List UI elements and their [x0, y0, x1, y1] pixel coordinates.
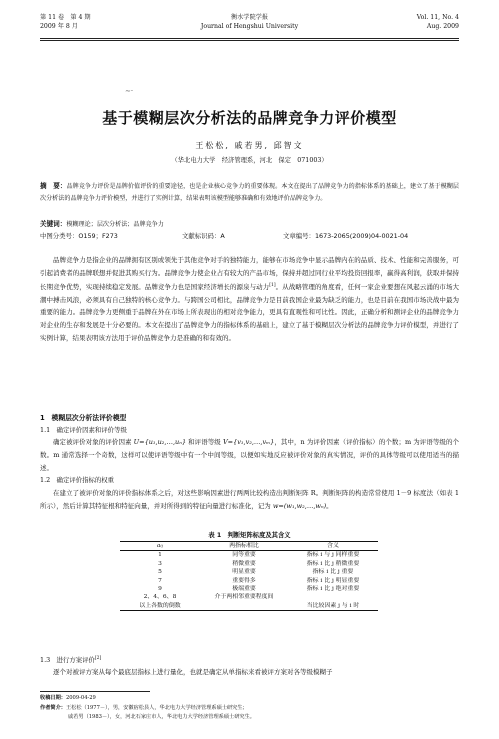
keywords-label: 关键词： — [40, 220, 67, 228]
table-header-row — [120, 542, 378, 551]
subsection-1-3-text: 逐个对被评方案从每个最底层指标上进行量化，也就是确定从单指标来看被评方案对各等级模糊子 — [53, 668, 333, 676]
author-affiliation: （华北电力大学 经济管理系，河北 保定 071003） — [171, 157, 328, 164]
table-row — [120, 560, 378, 568]
header-journal: 衡水学院学报 Journal of Hengshui University — [200, 14, 299, 30]
received-label: 收稿日期： — [40, 695, 66, 701]
table-cell: 极端重要 — [232, 586, 256, 593]
table-1-caption: 表 1 判断矩阵标度及其含义 — [208, 532, 291, 539]
abstract-label: 摘 要： — [40, 182, 67, 190]
table-cell: 指标 i 比 j 绝对重要 — [306, 586, 360, 593]
table-cell: 指标 i 比 j 稍微重要 — [306, 560, 360, 567]
footnote — [40, 694, 459, 723]
header-rule-top — [40, 38, 459, 39]
table-cell: 2、4、6、8 — [143, 594, 177, 601]
subsection-heading-1-2: 1.2 确定评价指标的权重 — [40, 476, 115, 484]
table-header-cell: 两指标相比 — [200, 542, 288, 551]
table-cell: 以上各数的倒数 — [120, 602, 200, 611]
table-cell — [288, 593, 378, 601]
table-row — [120, 602, 378, 611]
running-header — [40, 13, 459, 37]
table-cell: 介于两相邻重要程度间 — [214, 594, 274, 601]
table-row — [120, 577, 378, 585]
introduction: 品牌竞争力是指企业的品牌拥有区别或领先于其他竞争对手的独特能力，能够在市场竞争中显示品牌内在的品质、技术、性能和完善服务，可引起消费者的品牌联想并促进其购买行为。品牌竞争力使企业占有较大的产品市场，保持并超过同行业平均投资回报率，赢得高利润，获取并保持长期竞争优势，实现持续稳定发展。品牌竞争力也是国家经济增长的源泉与动力[1]。从战略管理的角度看，任何一家企业要想在风起云涌的市场大潮中搏击风浪，必须具有自己独特的核心竞争力。与跨国公司相比，品牌竞争力是目前我国企业最为缺乏的能力，也是目前在我国市场决战中最为重要的能力。品牌竞争力更侧重于品牌在外在市场上所表现出的相对竞争能力，更具有直观性和可比性。因此，正确分析和测评企业的品牌竞争力对企业的生存和发展是十分必要的。本文在提出了品牌竞争力的指标体系的基础上，建立了基于模糊层次分析法的品牌竞争力评价模型，并进行了实例计算，结果表明该方法用于评价品牌竞争力是准确的和有效的。 — [40, 256, 460, 342]
scale-table — [120, 541, 378, 611]
table-cell: 指标 i 与 j 同样重要 — [306, 552, 360, 559]
author-info-1: 王松松（1977－），男，安徽宿松县人，华北电力大学经济管理系硕士研究生； — [65, 704, 248, 711]
paper-title: 基于模糊层次分析法的品牌竞争力评价模型 — [102, 109, 397, 127]
grade-set-formula: V={v₁,v₂,…,vₘ} — [222, 438, 275, 446]
author-info-2: 戚若男（1983－），女，河北石家庄市人，华北电力大学经济管理系硕士研究生。 — [68, 714, 255, 720]
subsection-heading-1-1: 1.1 确定评价因素和评价等级 — [40, 426, 127, 434]
abstract — [40, 181, 459, 204]
keywords — [40, 218, 459, 228]
document-code: 文献标识码：A — [182, 232, 225, 240]
table-cell: 同等重要 — [232, 552, 256, 559]
table-cell: 7 — [158, 577, 162, 584]
header-issue: Vol. 11, No. 4 Aug. 2009 — [416, 14, 459, 30]
table-cell: 稍微重要 — [232, 560, 256, 567]
footnote-rule — [40, 691, 150, 692]
citation-ref: [1] — [269, 282, 276, 288]
ornament-mark-icon: ∼· — [125, 87, 134, 95]
author-list: 王松松, 戚若男, 邱智文 — [195, 141, 304, 150]
table-header-cell: aᵢⱼ — [120, 542, 200, 551]
keywords-text: 模糊理论；层次分析法；品牌竞争力 — [66, 221, 164, 228]
subsection-1-1-text: 确定被评价对象的评价因素 U={u₁,u₂,…,uₙ} 和评语等级 V={v₁,v₂,…,vₘ}，其中，n 为评价因素（评价指标）的个数；m 为评语等级的个数。m 通常选择一个奇数，这样可以使评语等级中有一个中间等级，以便如实地反应被评价对象的真实情况，评价的具体等级可以使用适当的描述。 — [40, 438, 460, 472]
table-row — [120, 593, 378, 601]
article-number: 文章编号：1673-2065(2009)04-0021-04 — [283, 232, 409, 240]
abstract-text: 品牌竞争力评价是品牌价值评价的重要途径，也是企业核心竞争力的重要体现。本文在提出了品牌竞争力的指标体系的基础上，建立了基于模糊层次分析法的品牌竞争力评价模型，并进行了实例计算，结果表明该模型能够准确和有效地评价品牌竞争力。 — [40, 183, 460, 202]
table-cell — [200, 602, 288, 611]
received-date: 2009-04-29 — [65, 695, 96, 701]
citation-ref: [2] — [94, 655, 102, 661]
table-cell: 指标 i 比 j 重要 — [312, 569, 354, 576]
table-cell: 1 — [158, 552, 162, 559]
table-row — [120, 585, 378, 593]
weight-vector-formula: w=(w₁,w₂,…,wₙ) — [272, 501, 327, 510]
table-cell: 指标 i 比 j 明显重要 — [306, 577, 360, 584]
clc-number: 中图分类号：O159；F273 — [40, 232, 118, 240]
table-cell: 明显重要 — [232, 569, 256, 576]
table-row — [120, 568, 378, 576]
header-volume: 第 11 卷 第 4 期 2009 年 8 月 — [40, 14, 91, 30]
table-cell: 3 — [158, 560, 162, 567]
table-cell: 9 — [158, 586, 162, 593]
subsection-heading-1-3: 1.3 进行方案评价[2] — [40, 655, 102, 664]
factor-set-formula: U={u₁,u₂,…,uₙ} — [133, 438, 186, 446]
table-cell: 重要得多 — [232, 577, 256, 584]
section-heading-1: 1 模糊层次分析法评价模型 — [40, 414, 127, 422]
table-cell: 5 — [158, 569, 162, 576]
header-rule-bottom — [40, 40, 459, 41]
table-cell: 当比较因素 j 与 i 时 — [288, 602, 378, 611]
subsection-1-2-text: 在建立了被评价对象的评价指标体系之后，对这些影响因素进行两两比较构造出判断矩阵 R。判断矩阵的构造常常使用 1－9 标度法（如表 1 所示），然后计算其特征根和特征向量，并对所得到的特征向量进行标准化，记为 w=(w₁,w₂,…,wₙ)。 — [40, 489, 459, 510]
table-row — [120, 551, 378, 560]
table-header-cell: 含义 — [288, 542, 378, 551]
author-info-label: 作者简介： — [40, 704, 66, 711]
